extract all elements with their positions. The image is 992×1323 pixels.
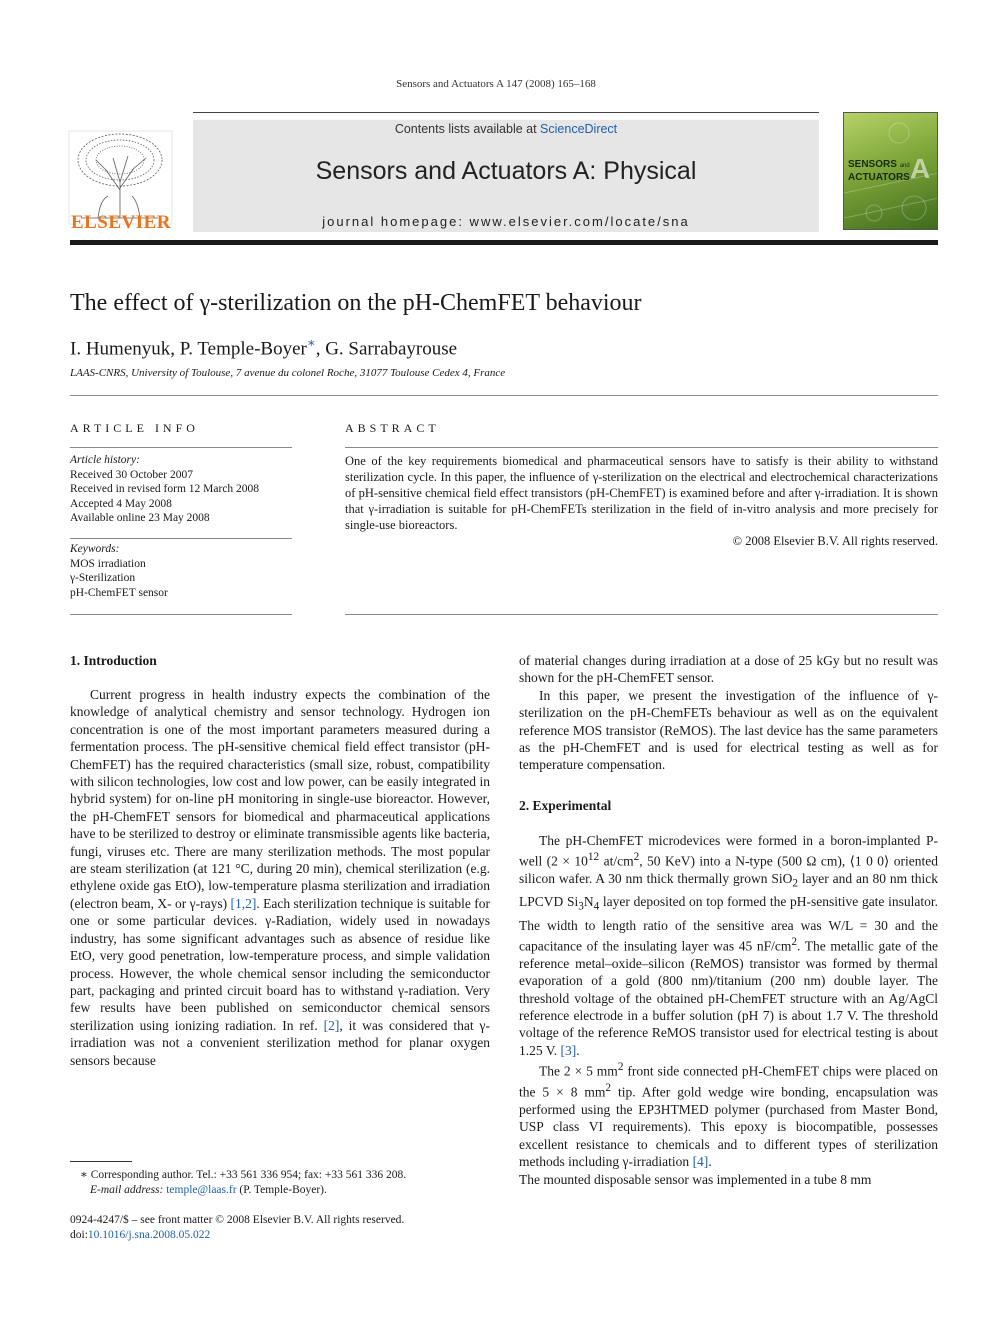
exp-sub-2: 2 — [792, 878, 798, 890]
keywords-label: Keywords: — [70, 543, 120, 555]
right-column-top — [519, 652, 938, 774]
info-top-rule — [70, 395, 938, 396]
history-accepted: Accepted 4 May 2008 — [70, 497, 172, 510]
front-matter — [70, 1213, 500, 1243]
exp-text-f: layer deposited on top formed the pH-sensitive gate insulator. The width to length ratio of the sensitive area was W/L = 30 and the capacitance of the insulating layer was 45 nF/cm — [519, 894, 938, 954]
cover-and: and — [899, 163, 910, 169]
footnote — [80, 1168, 490, 1198]
abstract-body — [345, 453, 938, 549]
history-revised: Received in revised form 12 March 2008 — [70, 483, 260, 495]
exp-text-3c: tip. After gold wedge wire bonding, encapsulation was performed using the EP3HTMED polymer (purchased from Master Bond, USP class VI requirements). This epoxy is biocompatible, possesses excellent resistance to chemicals and to different types of sterilization methods including γ-irradiation — [519, 1084, 938, 1170]
header-thick-rule — [70, 240, 938, 245]
intro-paragraph-2: In this paper, we present the investigation of the influence of γ-sterilization on the pH-ChemFETs behaviour as well as on the equivalent reference MOS transistor (ReMOS). The last device has the same parameters as the pH-ChemFET and is used for electrical testing as well as for temperature compensation. — [519, 687, 938, 773]
footnote-corresponding — [80, 1168, 490, 1183]
footnote-contact: Corresponding author. Tel.: +33 561 336 954; fax: +33 561 336 208. — [87, 1169, 407, 1181]
exp-text-c: , 50 KeV) into a N-type (500 Ω cm), ⟨1 0 0⟩ oriented silicon wafer. A 30 nm thick thermally grown SiO — [519, 853, 938, 887]
footnote-rule — [70, 1161, 132, 1162]
history-online: Available online 23 May 2008 — [70, 512, 210, 524]
abstract-rule — [345, 447, 938, 448]
exp-text-b: at/cm — [599, 853, 634, 869]
exp-text-3d: . — [708, 1154, 712, 1170]
journal-citation: Sensors and Actuators A 147 (2008) 165–168 — [396, 78, 596, 90]
email-suffix: (P. Temple-Boyer). — [236, 1184, 327, 1196]
exp-text-h: . — [576, 1042, 580, 1058]
exp-sup-2d: 2 — [605, 1082, 612, 1095]
keyword-item: γ-Sterilization — [70, 572, 136, 584]
corresponding-author-marker[interactable]: ∗ — [306, 335, 316, 350]
footnote-star: ∗ — [80, 1169, 88, 1181]
authors-last: , G. Sarrabayrouse — [315, 338, 458, 360]
exp-sup-2: 2 — [633, 851, 640, 864]
exp-sup-2b: 2 — [791, 935, 797, 948]
experimental-body — [519, 832, 938, 1188]
keyword-item: MOS irradiation — [70, 557, 146, 570]
author-list — [70, 335, 457, 360]
header-top-rule — [193, 112, 819, 113]
info-bottom-rule — [70, 614, 292, 615]
cover-title-line1: SENSORS — [848, 159, 897, 170]
elsevier-wordmark: ELSEVIER — [70, 212, 172, 233]
history-label: Article history: — [70, 454, 140, 466]
abstract-bottom-rule — [345, 614, 938, 615]
exp-sub-3: 3 — [578, 901, 584, 914]
journal-homepage[interactable]: journal homepage: www.elsevier.com/locate/sna — [322, 214, 690, 229]
contents-prefix: Contents lists available at — [394, 122, 541, 136]
cover-title-line2: ACTUATORS — [848, 172, 910, 183]
footnote-email — [80, 1183, 490, 1198]
history-received: Received 30 October 2007 — [70, 468, 193, 481]
affiliation: LAAS-CNRS, University of Toulouse, 7 avenue du colonel Roche, 31077 Toulouse Cedex 4, France — [70, 367, 506, 379]
citation-ref-3[interactable]: [3] — [560, 1042, 577, 1058]
introduction-heading: 1. Introduction — [70, 653, 157, 668]
experimental-paragraph-2 — [519, 1059, 938, 1170]
doi-link[interactable]: 10.1016/j.sna.2008.05.022 — [87, 1229, 211, 1241]
keyword-item: pH-ChemFET sensor — [70, 586, 168, 599]
citation-ref-4[interactable]: [4] — [692, 1154, 709, 1170]
exp-text-g: . The metallic gate of the reference metal–oxide–silicon (ReMOS) transistor was formed by thermal evaporation of a gold (800 nm)/titanium (200 nm) double layer. The threshold voltage of the obtained pH-ChemFET structure with an Ag/AgCl reference electrode in a buffer solution (pH 7) is about 1.7 V. The threshold voltage of the reference ReMOS transistor used for electrical testing is about 1.25 V. — [519, 938, 938, 1058]
email-label: E-mail address: — [90, 1184, 167, 1196]
article-history — [70, 453, 292, 526]
abstract-text: One of the key requirements biomedical and pharmaceutical sensors have to satisfy is their ability to withstand sterilization cycle. In this paper, the influence of γ-sterilization on the electrical and electrochemical characterizations of pH-sensitive chemical field effect transistors (pH-ChemFET) is examined before and after γ-irradiation. It is shown that γ-irradiation is suitable for pH-ChemFETs sterilization in the field of in-vitro analysis and more precisely for single-use bioreactors. — [345, 454, 938, 532]
doi-line — [70, 1228, 500, 1243]
cover-title — [848, 159, 910, 183]
keywords-rule — [70, 538, 292, 539]
exp-text-3b: front side connected pH-ChemFET chips were placed on the 5 × 8 mm — [519, 1063, 938, 1100]
exp-sup-12: 12 — [587, 851, 600, 864]
experimental-paragraph-1 — [519, 832, 938, 1059]
introduction-paragraph — [70, 686, 490, 1069]
article-info-heading: ARTICLE INFO — [70, 421, 199, 435]
intro-continuation: of material changes during irradiation at a dose of 25 kGy but no result was shown for the pH-ChemFET sensor. — [519, 653, 938, 686]
intro-text-2: . Each sterilization technique is suitable for one or some particular devices. γ-Radiation, widely used in nowadays industry, has some significant advantages such as absence of residue like EtO, very good penetration, low-temperature process, and simple validation process. However, the whole chemical sensor including the semiconductor part, packaging and printed circuit board has to withstand γ-radiation. Very few results have been published on semiconductor chemical sensors sterilization using ionizing radiation. In ref. — [70, 895, 490, 1033]
intro-text-1: Current progress in health industry expects the combination of the knowledge of analytical chemistry and sensor technology. Hydrogen ion concentration is one of the most important parameters measured during a fermentation process. The pH-sensitive chemical field effect transistor (pH-ChemFET) has the required characteristics (small size, robust, compatibility with silicon technologies, low cost and low power, can be easily integrated in hybrid system) for on-line pH monitoring in single-use bioreactor. However, the pH-ChemFET sensors for biomedical and pharmaceutical applications have to be sterilized to destroy or eliminate transmissible agents like bacteria, fungi, viruses etc. There are many sterilization methods. The most popular are steam sterilization (at 121 °C, during 20 min), chemical sterilization (e.g. ethylene oxide gas EtO), low-temperature plasma sterilization and irradiation (electron beam, X- or γ-rays) — [70, 687, 490, 911]
sciencedirect-link[interactable]: ScienceDirect — [540, 122, 618, 136]
journal-name: Sensors and Actuators A: Physical — [315, 157, 697, 185]
exp-text-e: N — [583, 894, 594, 910]
exp-text-3a: The 2 × 5 mm — [539, 1063, 618, 1079]
introduction-body — [70, 686, 490, 1069]
exp-text-a: The pH-ChemFET microdevices were formed in a boron-implanted P-well (2 × 10 — [519, 833, 938, 869]
contents-line — [193, 122, 819, 136]
experimental-paragraph-3: The mounted disposable sensor was implemented in a tube 8 mm — [519, 1171, 872, 1187]
doi-label: doi: — [70, 1229, 88, 1241]
experimental-heading: 2. Experimental — [519, 798, 612, 813]
article-info-rule — [70, 447, 292, 448]
authors-first: I. Humenyuk, P. Temple-Boyer — [70, 338, 307, 360]
citation-ref-1-2[interactable]: [1,2] — [230, 895, 257, 911]
email-link[interactable]: temple@laas.fr — [166, 1184, 237, 1196]
abstract-heading: ABSTRACT — [345, 421, 440, 435]
exp-text-d: layer and an 80 nm thick LPCVD Si — [519, 871, 938, 910]
exp-sup-2c: 2 — [617, 1061, 624, 1074]
abstract-copyright: © 2008 Elsevier B.V. All rights reserved. — [732, 534, 938, 548]
intro-text-3: , it was considered that γ-irradiation was not a convenient sterilization method for planar oxygen sensors because — [70, 1017, 490, 1068]
citation-ref-2[interactable]: [2] — [323, 1017, 340, 1033]
exp-sub-4: 4 — [593, 901, 600, 914]
issn-line: 0924-4247/$ – see front matter © 2008 Elsevier B.V. All rights reserved. — [70, 1214, 405, 1226]
cover-letter: A — [910, 153, 931, 184]
article-title: The effect of γ-sterilization on the pH-ChemFET behaviour — [70, 290, 642, 316]
keywords — [70, 542, 292, 600]
journal-cover-image — [843, 112, 938, 230]
